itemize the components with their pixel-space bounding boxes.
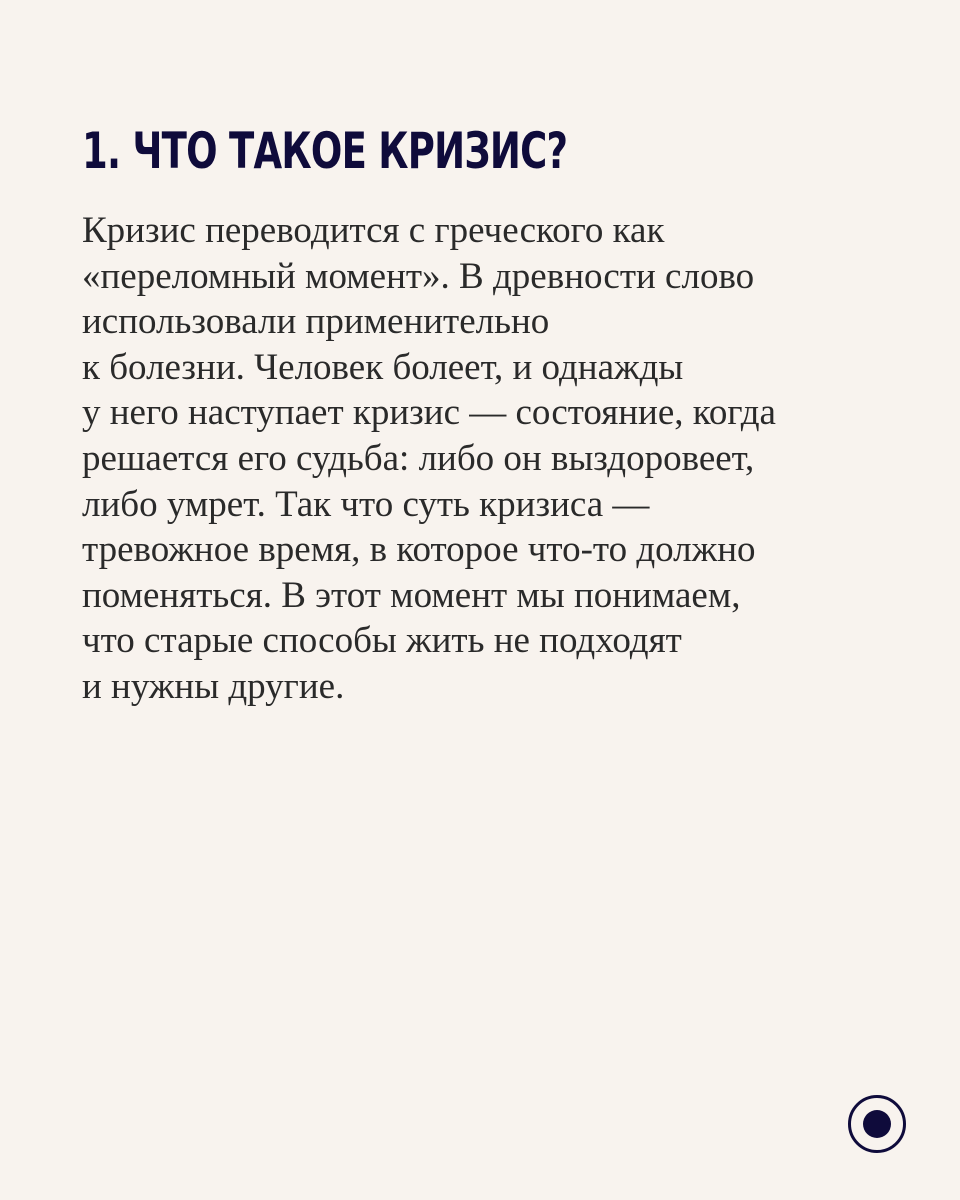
page-title: 1. ЧТО ТАКОЕ КРИЗИС?: [82, 122, 568, 180]
badge-dot: [863, 1110, 891, 1138]
body-line: и нужны другие.: [82, 665, 345, 707]
body-line: либо умрет. Так что суть кризиса —: [82, 483, 650, 525]
body-line: у него наступает кризис — состояние, когда: [82, 392, 776, 434]
body-line: использовали применительно: [82, 301, 550, 343]
body-line: поменяться. В этот момент мы понимаем,: [82, 574, 741, 616]
body-line: к болезни. Человек болеет, и однажды: [82, 346, 684, 388]
body-line: решается его судьба: либо он выздоровеет,: [82, 437, 755, 479]
body-line: Кризис переводится с греческого как: [82, 210, 665, 251]
record-circle-icon: [848, 1095, 906, 1153]
body-paragraph: [82, 208, 902, 710]
body-line: тревожное время, в которое что-то должно: [82, 529, 756, 571]
body-line: что старые способы жить не подходят: [82, 620, 682, 662]
body-line: «переломный момент». В древности слово: [82, 255, 755, 297]
